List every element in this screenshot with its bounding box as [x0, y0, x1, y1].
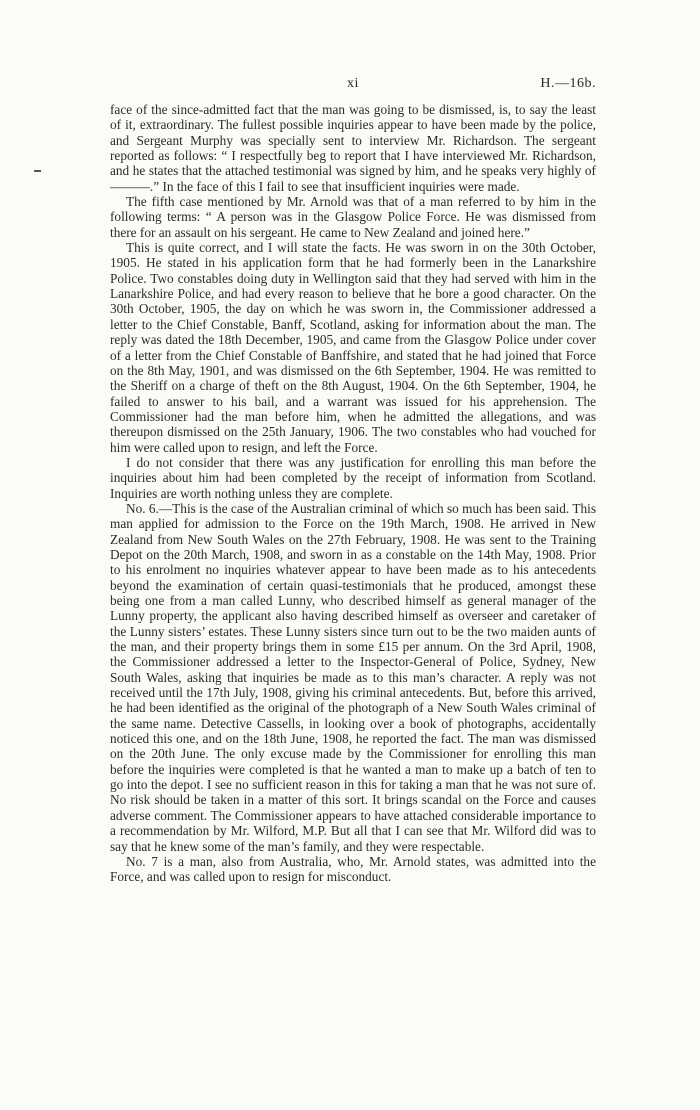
paragraph: I do not consider that there was any justification for enrolling this man before the inquiries about him had been completed by the receipt of information from Scotland. Inquiries are worth nothing unless they are complete. — [110, 454, 596, 501]
document-reference: H.—16b. — [540, 76, 596, 91]
paragraph: The fifth case mentioned by Mr. Arnold was that of a man referred to by him in the following terms: “ A person was in the Glasgow Police Force. He was dismissed from there for an assault on his sergeant. He came to New Zealand and joined here.” — [110, 194, 596, 240]
paragraph: No. 7 is a man, also from Australia, who, Mr. Arnold states, was admitted into the Force, and was called upon to resign for misconduct. — [110, 853, 596, 885]
page-header — [110, 76, 596, 94]
page-number: xi — [347, 76, 359, 91]
paragraph: face of the since-admitted fact that the man was going to be dismissed, is, to say the least of it, extraordinary. The fullest possible inquiries appear to have been made by the police, and Sergeant Murphy was specially sent to interview Mr. Richardson. The sergeant reported as follows: “ I respectfully beg to report that I have interviewed Mr. Richardson, and he states that the attached testimonial was signed by him, and he speaks very highly of ———.” In the face of this I fail to see that insufficient inquiries were made. — [110, 102, 596, 194]
paragraph: This is quite correct, and I will state the facts. He was sworn in on the 30th October, 1905. He stated in his application form that he had formerly been in the Lanarkshire Police. Two constables doing duty in Wellington said that they had served with him in the Lanarkshire Police, and had every reason to believe that he bore a good character. On the 30th October, 1905, the day on which he was sworn in, the Commissioner addressed a letter to the Chief Constable, Banff, Scotland, asking for information about the man. The reply was dated the 18th December, 1905, and came from the Glasgow Police under cover of a letter from the Chief Constable of Banffshire, and stated that he had joined that Force on the 8th May, 1901, and was dismissed on the 6th September, 1904. He was remitted to the Sheriff on a charge of theft on the 8th August, 1904. On the 6th September, 1904, he failed to answer to his bail, and a warrant was issued for his apprehension. The Commissioner had the man before him, when he admitted the allegations, and was thereupon dismissed on the 25th January, 1906. The two constables who had vouched for him were called upon to resign, and left the Force. — [110, 240, 596, 455]
document-body — [110, 102, 596, 885]
paragraph: No. 6.—This is the case of the Australian criminal of which so much has been said. This man applied for admission to the Force on the 19th March, 1908. He arrived in New Zealand from New South Wales on the 27th February, 1908. He was sent to the Training Depot on the 20th March, 1908, and sworn in as a constable on the 14th May, 1908. Prior to his enrolment no inquiries whatever appear to have been made as to his antecedents beyond the examination of certain quasi-testimonials that he produced, amongst these being one from a man called Lunny, who described himself as general manager of the Lunny property, the applicant also having described himself as overseer and caretaker of the Lunny sisters’ estates. These Lunny sisters since turn out to be the two maiden aunts of the man, and their property brings them in some £15 per annum. On the 3rd April, 1908, the Commissioner addressed a letter to the Inspector-General of Police, Sydney, New South Wales, asking that inquiries be made as to this man’s character. A reply was not received until the 17th July, 1908, giving his criminal antecedents. But, before this arrived, he had been identified as the original of the photograph of a New South Wales criminal of the same name. Detective Cassells, in looking over a book of photographs, accidentally noticed this one, and on the 18th June, 1908, he reported the fact. The man was dismissed on the 20th June. The only excuse made by the Commissioner for enrolling this man before the inquiries were completed is that he wanted a man to make up a batch of ten to go into the depot. I see no sufficient reason in this for taking a man that he was not sure of. No risk should be taken in a matter of this sort. It brings scandal on the Force and causes adverse comment. The Commissioner appears to have attached considerable importance to a recommendation by Mr. Wilford, M.P. But all that I can see that Mr. Wilford did was to say that he knew some of the man’s family, and they were respectable. — [110, 500, 596, 854]
margin-mark — [34, 170, 41, 172]
